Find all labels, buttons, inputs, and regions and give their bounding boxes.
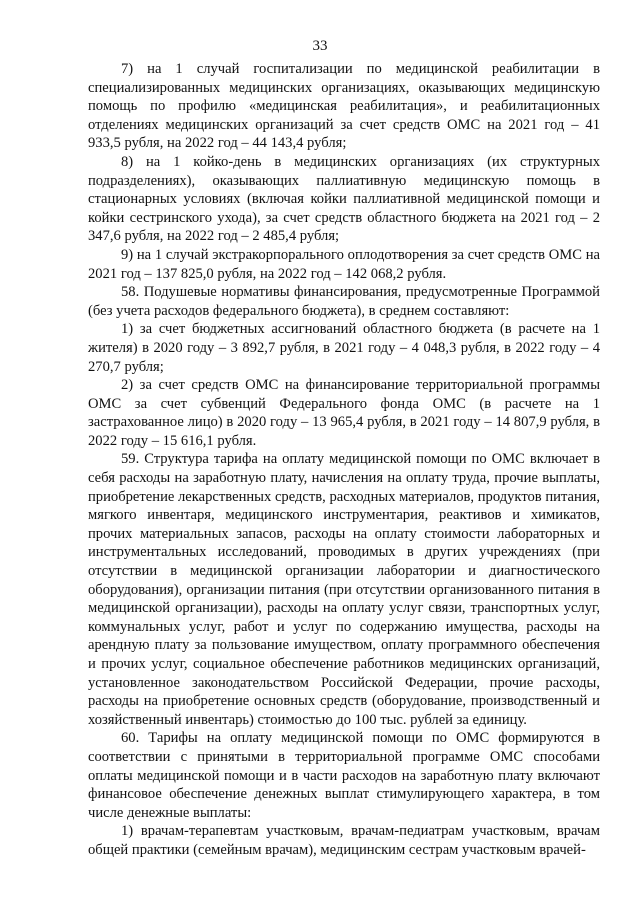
paragraph-item-9: 9) на 1 случай экстракорпорального оплодотворения за счет средств ОМС на 2021 год – 137 825,0 рубля, на 2022 год – 142 068,2 рубля. — [88, 246, 600, 282]
paragraph-58: 58. Подушевые нормативы финансирования, предусмотренные Программой (без учета расходов федерального бюджета), в среднем составляют: — [88, 284, 600, 319]
paragraph-58-item-1: 1) за счет бюджетных ассигнований областного бюджета (в расчете на 1 жителя) в 2020 году – 3 892,7 рубля, в 2021 году – 4 048,3 рубля, в 2022 году – 4 270,7 рубля; — [88, 321, 600, 375]
paragraph-58-item-2: 2) за счет средств ОМС на финансирование территориальной программы ОМС за счет субвенций Федерального фонда ОМС (в расчете на 1 застрахованное лицо) в 2020 году – 13 965,4 рубля, в 2021 году – 14 807,9 рубля, в 2022 году – 15 616,1 рубля. — [88, 377, 600, 449]
document-body — [88, 60, 600, 860]
paragraph-item-8: 8) на 1 койко-день в медицинских организациях (их структурных подразделениях), оказывающих паллиативную медицинскую помощь в стационарных условиях (включая койки паллиативной медицинской помощи и койки сестринского ухода), за счет средств областного бюджета на 2021 год – 2 347,6 рубля, на 2022 год – 2 485,4 рубля; — [88, 153, 600, 245]
paragraph-59: 59. Структура тарифа на оплату медицинской помощи по ОМС включает в себя расходы на заработную плату, начисления на оплату труда, прочие выплаты, приобретение лекарственных средств, расходных материалов, продуктов питания, мягкого инвентаря, медицинского инструментария, реактивов и химикатов, прочих материальных запасов, расходы на оплату стоимости лабораторных и инструментальных исследований, проводимых в других учреждениях (при отсутствии в медицинской организации лаборатории и диагностического оборудования), организации питания (при отсутствии организованного питания в медицинской организации), расходы на оплату услуг связи, транспортных услуг, коммунальных услуг, работ и услуг по содержанию имущества, расходы на арендную плату за пользование имуществом, оплату программного обеспечения и прочих услуг, социальное обеспечение работников медицинских организаций, установленное законодательством Российской Федерации, прочие расходы, расходы на приобретение основных средств (оборудование, производственный и хозяйственный инвентарь) стоимостью до 100 тыс. рублей за единицу. — [88, 451, 600, 728]
paragraph-60: 60. Тарифы на оплату медицинской помощи по ОМС формируются в соответствии с принятыми в территориальной программе ОМС способами оплаты медицинской помощи и в части расходов на заработную плату включают финансовое обеспечение денежных выплат стимулирующего характера, в том числе денежные выплаты: — [88, 730, 600, 821]
paragraph-60-item-1: 1) врачам-терапевтам участковым, врачам-педиатрам участковым, врачам общей практики (семейным врачам), медицинским сестрам участковым врачей- — [88, 823, 600, 858]
page-number: 33 — [312, 38, 328, 54]
paragraph-item-7: 7) на 1 случай госпитализации по медицинской реабилитации в специализированных медицинских организациях, оказывающих медицинскую помощь по профилю «медицинская реабилитация», и реабилитационных отделениях медицинских организаций за счет средств ОМС на 2021 год – 41 933,5 рубля, на 2022 год – 44 143,4 рубля; — [88, 61, 600, 152]
